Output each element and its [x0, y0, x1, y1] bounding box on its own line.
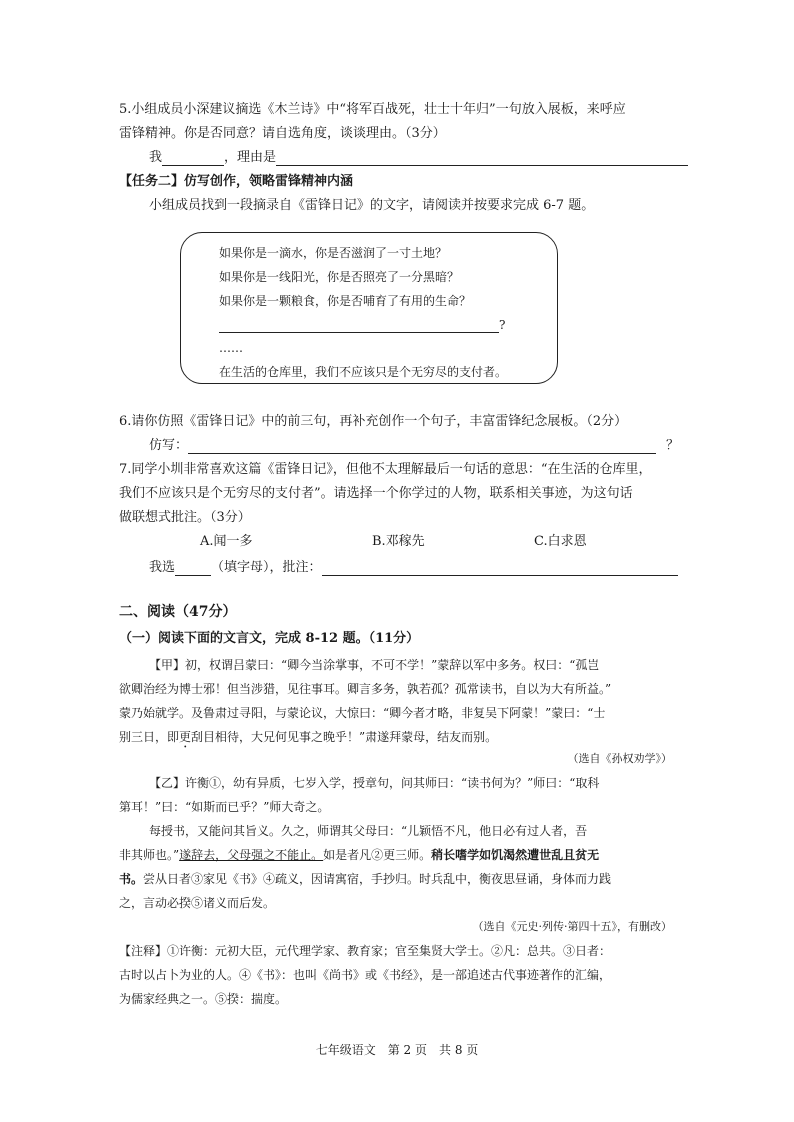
yi-line4 — [119, 847, 599, 863]
yi-line1: 【乙】许衡①，幼有异质，七岁入学，授章句，问其师曰：“读书何为？”师曰：“取科 — [149, 776, 600, 790]
yi-underlined-sentence: 遂辞去，父母强之不能止。 — [179, 848, 324, 862]
page-footer: 七年级语文 第 2 页 共 8 页 — [315, 1043, 479, 1057]
q7-text-line1: 7.同学小圳非常喜欢这篇《雷锋日记》，但他不太理解最后一句话的意思：“在生活的仓库里， — [119, 462, 652, 477]
diary-line1: 如果你是一滴水，你是否滋润了一寸土地？ — [219, 246, 448, 260]
q6-answer-line — [149, 438, 679, 454]
diary-line2: 如果你是一线阳光，你是否照亮了一分黑暗？ — [219, 270, 460, 284]
yi-line3: 每授书，又能问其旨义。久之，师谓其父母曰：“儿颖悟不凡，他日必有过人者，吾 — [149, 824, 588, 838]
q7-text-line3: 做联想式批注。（3分） — [119, 510, 251, 525]
q7-answer-prefix: 我选 — [149, 560, 176, 575]
diary-fill-blank[interactable] — [219, 319, 499, 333]
jia-line1: 【甲】初，权谓吕蒙曰：“卿今当涂掌事，不可不学！”蒙辞以军中多务。权曰：“孤岂 — [149, 658, 600, 672]
diary-blank-line — [219, 317, 505, 333]
q5-text-line2: 雷锋精神。你是否同意？请自选角度，谈谈理由。（3分） — [119, 126, 446, 141]
q6-answer-suffix: ？ — [666, 438, 680, 453]
q5-answer-line — [149, 150, 688, 166]
diary-line3: 如果你是一颗粮食，你是否哺育了有用的生命？ — [219, 294, 472, 308]
q7-answer-mid: （填字母），批注： — [211, 560, 322, 575]
yi-bold-sentence-part2: 书。 — [119, 872, 144, 886]
q7-letter-blank[interactable] — [175, 562, 211, 576]
q6-text-line1: 6.请你仿照《雷锋日记》中的前三句，再补充创作一个句子，丰富雷锋纪念展板。（2分） — [119, 414, 628, 429]
yi-line5 — [119, 871, 611, 887]
q5-answer-mid: ，理由是 — [224, 150, 277, 165]
q5-answer-prefix: 我 — [149, 150, 163, 165]
jia-line3: 蒙乃始就学。及鲁肃过寻阳，与蒙论议，大惊曰：“卿今者才略，非复吴下阿蒙！”蒙曰：“士 — [119, 706, 606, 720]
jia-line2: 欲卿治经为博士邪！但当涉猎，见往事耳。卿言多务，孰若孤？孤常读书，自以为大有所益。” — [119, 682, 612, 696]
jia-source: （选自《孙权劝学》） — [567, 752, 672, 765]
q6-answer-prefix: 仿写： — [149, 438, 189, 453]
yi-bold-sentence-part1: 稍长嗜学如饥渴然遭世乱且贫无 — [431, 848, 600, 862]
yi-line4-part1: 非其师也。” — [119, 848, 180, 862]
section2-sub1: （一）阅读下面的文言文，完成 8-12 题。（11分） — [119, 631, 420, 646]
q5-reason-blank[interactable] — [276, 152, 688, 166]
jia-line4 — [119, 729, 497, 751]
diary-line-last: 在生活的仓库里，我们不应该只是个无穷尽的支付者。 — [219, 365, 508, 379]
q5-stance-blank[interactable] — [162, 152, 224, 166]
yi-line2: 第耳！”曰：“如斯而已乎？”师大奇之。 — [119, 800, 330, 814]
q7-option-a[interactable]: A.闻一多 — [200, 534, 253, 549]
diary-ellipsis: …… — [219, 341, 243, 355]
yi-source: （选自《元史·列传·第四十五》，有删改） — [472, 920, 672, 933]
q5-text-line1: 5.小组成员小深建议摘选《木兰诗》中“将军百战死，壮士十年归”一句放入展板，来呼应 — [119, 102, 626, 117]
task2-intro: 小组成员找到一段摘录自《雷锋日记》的文字，请阅读并按要求完成 6-7 题。 — [149, 198, 595, 213]
q6-imitation-blank[interactable] — [188, 440, 656, 454]
diary-blank-end: ? — [499, 318, 506, 332]
task2-heading: 【任务二】仿写创作，领略雷锋精神内涵 — [119, 174, 354, 189]
q7-option-c[interactable]: C.白求恩 — [534, 534, 587, 549]
q7-answer-line — [149, 560, 678, 576]
jia-line4-part3: 刮目相待，大兄何见事之晚乎！”肃遂拜蒙母，结友而别。 — [191, 730, 498, 744]
notes-line3: 为儒家经典之一。⑤揆：揣度。 — [119, 992, 288, 1006]
q7-text-line2: 我们不应该只是个无穷尽的支付者”。请选择一个你学过的人物，联系相关事迹，为这句话 — [119, 486, 633, 501]
yi-line6: 之，言动必揆⑤诸义而后发。 — [119, 896, 276, 910]
jia-line4-part1: 别三日，即 — [119, 730, 180, 744]
q7-annotation-blank[interactable] — [322, 562, 678, 576]
jia-emphasized-char: 更 — [179, 730, 192, 744]
notes-line1: 【注释】①许衡：元初大臣，元代理学家、教育家；官至集贤大学士。②凡：总共。③日者： — [119, 944, 612, 958]
section2-heading: 二、阅读（47分） — [119, 604, 237, 620]
yi-line5-rest: 尝从日者③家见《书》④疏义，因请寓宿，手抄归。时兵乱中，衡夜思昼诵，身体而力践 — [143, 872, 612, 886]
notes-line2: 古时以占卜为业的人。④《书》：也叫《尚书》或《书经》，是一部追述古代事迹著作的汇编， — [119, 968, 612, 982]
q7-option-b[interactable]: B.邓稼先 — [372, 534, 425, 549]
yi-line4-part3: 如是者凡②更三师。 — [323, 848, 432, 862]
